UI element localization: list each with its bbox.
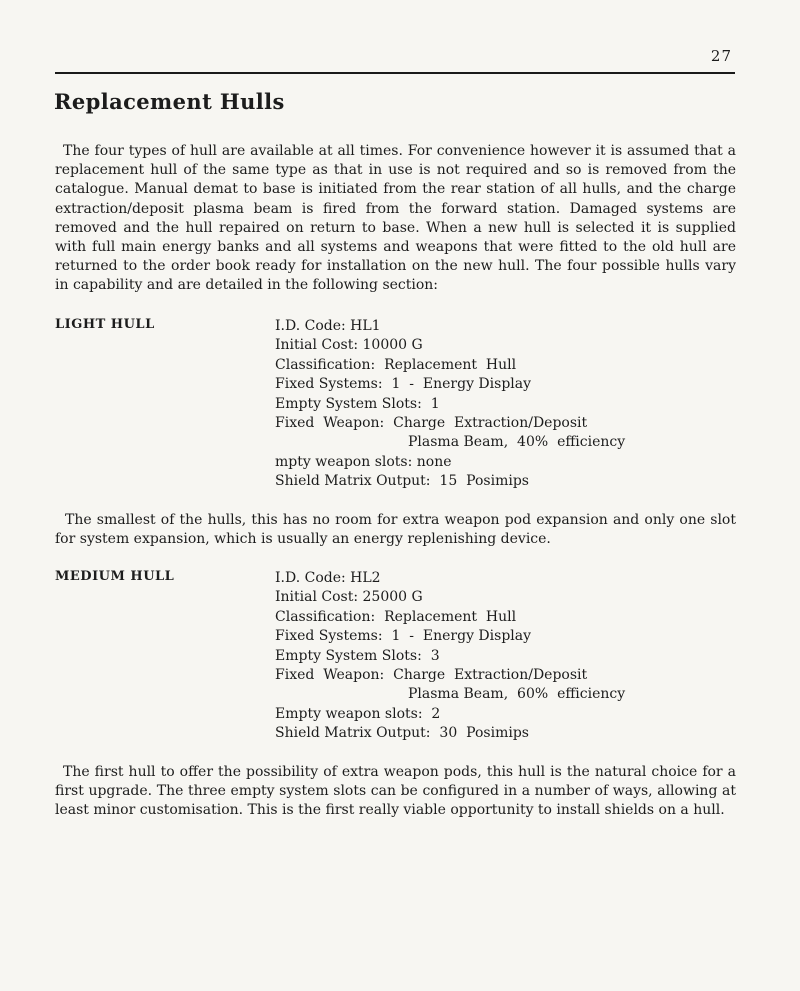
spec-line: Fixed Weapon: Charge Extraction/Deposit — [275, 415, 588, 432]
header-rule — [55, 72, 735, 74]
hull-name: MEDIUM HULL — [55, 569, 175, 584]
spec-line: Fixed Systems: 1 - Energy Display — [275, 628, 532, 645]
spec-line-continuation: Plasma Beam, 60% efficiency — [408, 686, 626, 703]
spec-line: Initial Cost: 25000 G — [275, 589, 423, 606]
spec-list — [275, 569, 735, 744]
spec-line: Classification: Replacement Hull — [275, 356, 517, 373]
spec-line: Shield Matrix Output: 30 Posimips — [275, 725, 529, 742]
spec-line: mpty weapon slots: none — [275, 453, 452, 470]
spec-line: Fixed Weapon: Charge Extraction/Deposit — [275, 667, 588, 684]
hull-name: LIGHT HULL — [55, 317, 155, 332]
spec-line: Fixed Systems: 1 - Energy Display — [275, 376, 532, 393]
spec-line: Initial Cost: 10000 G — [275, 337, 423, 354]
spec-line: Empty System Slots: 1 — [275, 395, 440, 412]
page-number: 27 — [710, 47, 732, 65]
light-hull-description: The smallest of the hulls, this has no room for extra weapon pod expansion and only one slot for system expansion, which is usually an energy replenishing device. — [55, 512, 736, 548]
spec-line: Empty weapon slots: 2 — [275, 705, 441, 722]
section-title: Replacement Hulls — [54, 89, 285, 114]
spec-line: I.D. Code: HL2 — [275, 570, 381, 586]
spec-line: Shield Matrix Output: 15 Posimips — [275, 473, 529, 490]
medium-hull-description: The first hull to offer the possibility of extra weapon pods, this hull is the natural choice for a first upgrade. The three empty system slots can be configured in a number of ways, allowing at least minor customisation. This is the first really viable opportunity to install shields on a hull. — [55, 764, 736, 819]
intro-paragraph: The four types of hull are available at all times. For convenience however it is assumed that a replacement hull of the same type as that in use is not required and so is removed from the catalogue. Manual demat to base is initiated from the rear station of all hulls, and the charge extraction/deposit plasma beam is fired from the forward station. Damaged systems are removed and the hull repaired on return to base. When a new hull is selected it is supplied with full main energy banks and all systems and weapons that were fitted to the old hull are returned to the order book ready for installation on the new hull. The four possible hulls vary in capability and are detailed in the following section: — [55, 143, 736, 294]
spec-line: I.D. Code: HL1 — [275, 318, 381, 334]
spec-list — [275, 317, 735, 492]
spec-line: Classification: Replacement Hull — [275, 608, 517, 625]
spec-line-continuation: Plasma Beam, 40% efficiency — [408, 434, 626, 451]
spec-line: Empty System Slots: 3 — [275, 647, 440, 664]
